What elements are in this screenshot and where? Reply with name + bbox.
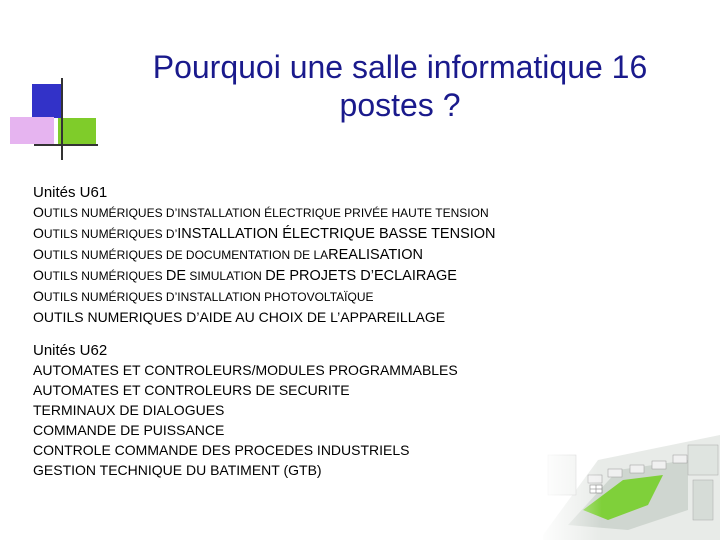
u61-line-6: OUTILS NUMERIQUES D’AIDE AU CHOIX DE L’APPAREILLAGE xyxy=(33,309,446,325)
u61-section xyxy=(33,183,496,327)
slide-title: Pourquoi une salle informatique 16 postes ? xyxy=(152,49,648,123)
u61-line-4: OUTILS NUMÉRIQUES DE SIMULATION DE PROJETS D’ECLAIRAGE xyxy=(33,267,457,284)
u62-section xyxy=(33,341,458,480)
u62-item: COMMANDE DE PUISSANCE xyxy=(33,422,225,438)
u61-line-2: OUTILS NUMÉRIQUES D’INSTALLATION ÉLECTRIQUE BASSE TENSION xyxy=(33,225,496,242)
room-illustration xyxy=(538,425,720,540)
u62-item: TERMINAUX DE DIALOGUES xyxy=(33,402,225,418)
logo-square-green xyxy=(58,118,96,145)
logo-line-vertical xyxy=(61,78,63,160)
logo-line-horizontal xyxy=(34,144,98,146)
u62-item: CONTROLE COMMANDE DES PROCEDES INDUSTRIELS xyxy=(33,442,410,458)
u61-line-5: OUTILS NUMÉRIQUES D’INSTALLATION PHOTOVOLTAÏQUE xyxy=(33,288,374,304)
u61-line-1: OUTILS NUMÉRIQUES D’INSTALLATION ÉLECTRIQUE PRIVÉE HAUTE TENSION xyxy=(33,204,489,220)
u61-heading: Unités U61 xyxy=(33,184,108,201)
u62-item: AUTOMATES ET CONTROLEURS DE SECURITE xyxy=(33,382,350,398)
u62-item: AUTOMATES ET CONTROLEURS/MODULES PROGRAMMABLES xyxy=(33,362,458,378)
u62-heading: Unités U62 xyxy=(33,342,108,359)
u62-item: GESTION TECHNIQUE DU BATIMENT (GTB) xyxy=(33,462,322,478)
logo-square-blue xyxy=(32,84,62,118)
u61-line-3: OUTILS NUMÉRIQUES DE DOCUMENTATION DE LAREALISATION xyxy=(33,246,423,263)
logo-square-pink xyxy=(10,117,54,144)
